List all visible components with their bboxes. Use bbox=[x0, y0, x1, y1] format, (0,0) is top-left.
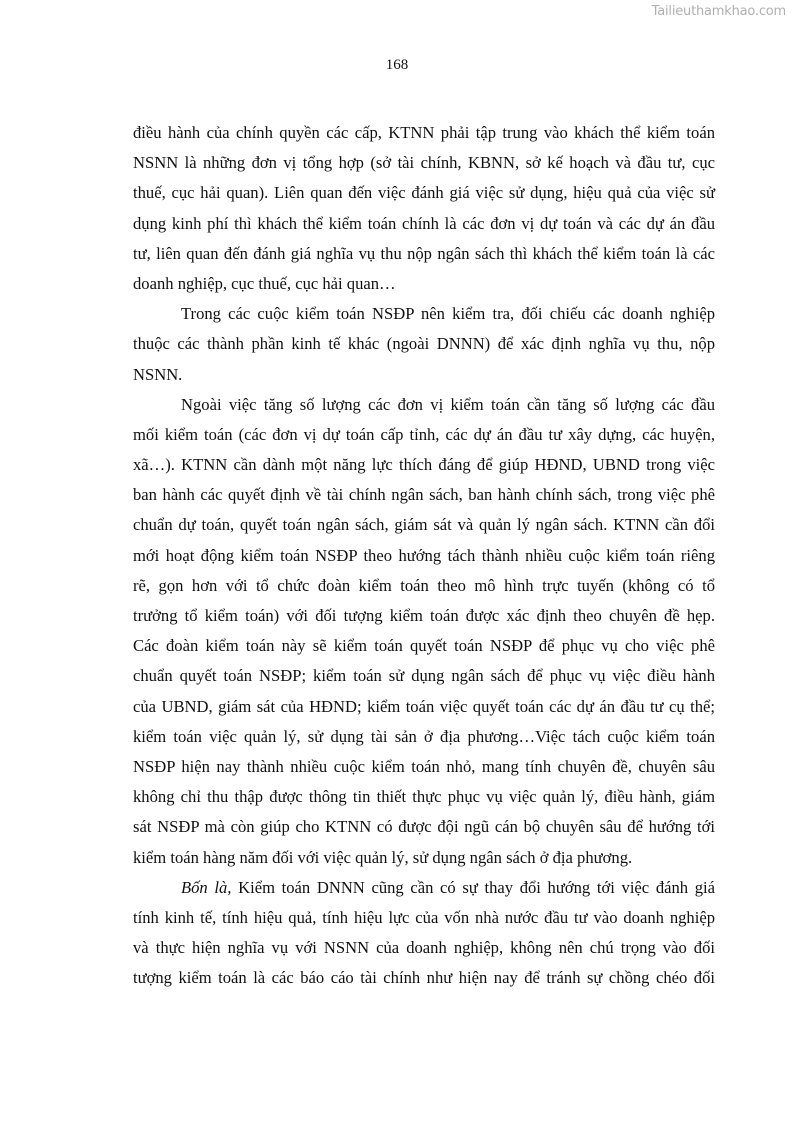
text-line: doanh nghiệp, cục thuế, cục hải quan… bbox=[133, 273, 396, 293]
text-line: Trong các cuộc kiểm toán NSĐP nên kiểm tra, đối chiếu các doanh nghiệp bbox=[181, 304, 715, 324]
paragraph bbox=[133, 873, 715, 994]
paragraph bbox=[133, 390, 715, 873]
text-line: và thực hiện nghĩa vụ với NSNN của doanh nghiệp, không nên chú trọng vào đối bbox=[133, 938, 715, 958]
paragraph bbox=[133, 118, 715, 299]
text-line: chuẩn quyết toán NSĐP; kiểm toán sử dụng ngân sách để phục vụ việc điều hành bbox=[133, 666, 715, 686]
text-line: xã…). KTNN cần dành một năng lực thích đáng để giúp HĐND, UBND trong việc bbox=[133, 455, 715, 475]
text-line: rẽ, gọn hơn với tổ chức đoàn kiểm toán theo mô hình trực tuyến (không có tổ bbox=[133, 575, 715, 595]
text-line: Bốn là, Kiểm toán DNNN cũng cần có sự thay đổi hướng tới việc đánh giá bbox=[181, 877, 716, 897]
body-text bbox=[133, 118, 715, 993]
text-line: Ngoài việc tăng số lượng các đơn vị kiểm toán cần tăng số lượng các đầu bbox=[181, 394, 715, 414]
text-line: tư, liên quan đến đánh giá nghĩa vụ thu nộp ngân sách thì khách thể kiểm toán là các bbox=[133, 243, 715, 263]
watermark: Tailieuthamkhao.com bbox=[651, 4, 786, 19]
text-line: tượng kiểm toán là các báo cáo tài chính như hiện nay để tránh sự chồng chéo đối bbox=[133, 968, 715, 988]
text-line: chuẩn dự toán, quyết toán ngân sách, giám sát và quản lý ngân sách. KTNN cần đổi bbox=[133, 515, 715, 535]
text-line: NSNN. bbox=[133, 364, 183, 384]
text-line: thuế, cục hải quan). Liên quan đến việc đánh giá việc sử dụng, hiệu quả của việc sử bbox=[133, 183, 715, 203]
text-line: NSNN là những đơn vị tổng hợp (sở tài chính, KBNN, sở kế hoạch và đầu tư, cục bbox=[133, 153, 715, 173]
text-line: thuộc các thành phần kinh tế khác (ngoài DNNN) để xác định nghĩa vụ thu, nộp bbox=[133, 334, 715, 354]
page-number: 168 bbox=[385, 57, 409, 73]
text-line: ban hành các quyết định về tài chính ngân sách, ban hành chính sách, trong việc phê bbox=[133, 485, 715, 505]
text-line: trưởng tổ kiểm toán) với đối tượng kiểm toán được xác định theo chuyên đề hẹp. bbox=[133, 606, 715, 625]
text-line: NSĐP hiện nay thành nhiều cuộc kiểm toán nhỏ, mang tính chuyên đề, chuyên sâu bbox=[133, 756, 715, 776]
italic-lead: Bốn là, bbox=[181, 877, 232, 897]
text-line: điều hành của chính quyền các cấp, KTNN phải tập trung vào khách thể kiểm toán bbox=[133, 123, 715, 142]
text-line: sát NSĐP mà còn giúp cho KTNN có được đội ngũ cán bộ chuyên sâu để hướng tới bbox=[133, 817, 715, 837]
text-line: mối kiểm toán (các đơn vị dự toán cấp tỉnh, các dự án đầu tư xây dựng, các huyện, bbox=[133, 424, 715, 444]
text-line: dụng kinh phí thì khách thể kiểm toán chính là các đơn vị dự toán và các dự án đầu bbox=[133, 213, 715, 233]
paragraph bbox=[133, 299, 715, 390]
text-line: của UBND, giám sát của HĐND; kiểm toán việc quyết toán các dự án đầu tư cụ thể; bbox=[133, 696, 715, 716]
text-line: mới hoạt động kiểm toán NSĐP theo hướng tách thành nhiều cuộc kiểm toán riêng bbox=[133, 545, 715, 565]
text-line: tính kinh tế, tính hiệu quả, tính hiệu lực của vốn nhà nước đầu tư vào doanh nghiệp bbox=[133, 907, 715, 927]
text-line: kiểm toán hàng năm đối với việc quản lý, sử dụng ngân sách ở địa phương. bbox=[133, 847, 633, 867]
text-line: kiểm toán việc quản lý, sử dụng tài sản ở địa phương…Việc tách cuộc kiểm toán bbox=[133, 726, 715, 746]
text-line: không chỉ thu thập được thông tin thiết thực phục vụ việc quản lý, điều hành, giám bbox=[133, 787, 715, 807]
text-line: Các đoàn kiểm toán này sẽ kiểm toán quyết toán NSĐP để phục vụ cho việc phê bbox=[133, 636, 715, 656]
